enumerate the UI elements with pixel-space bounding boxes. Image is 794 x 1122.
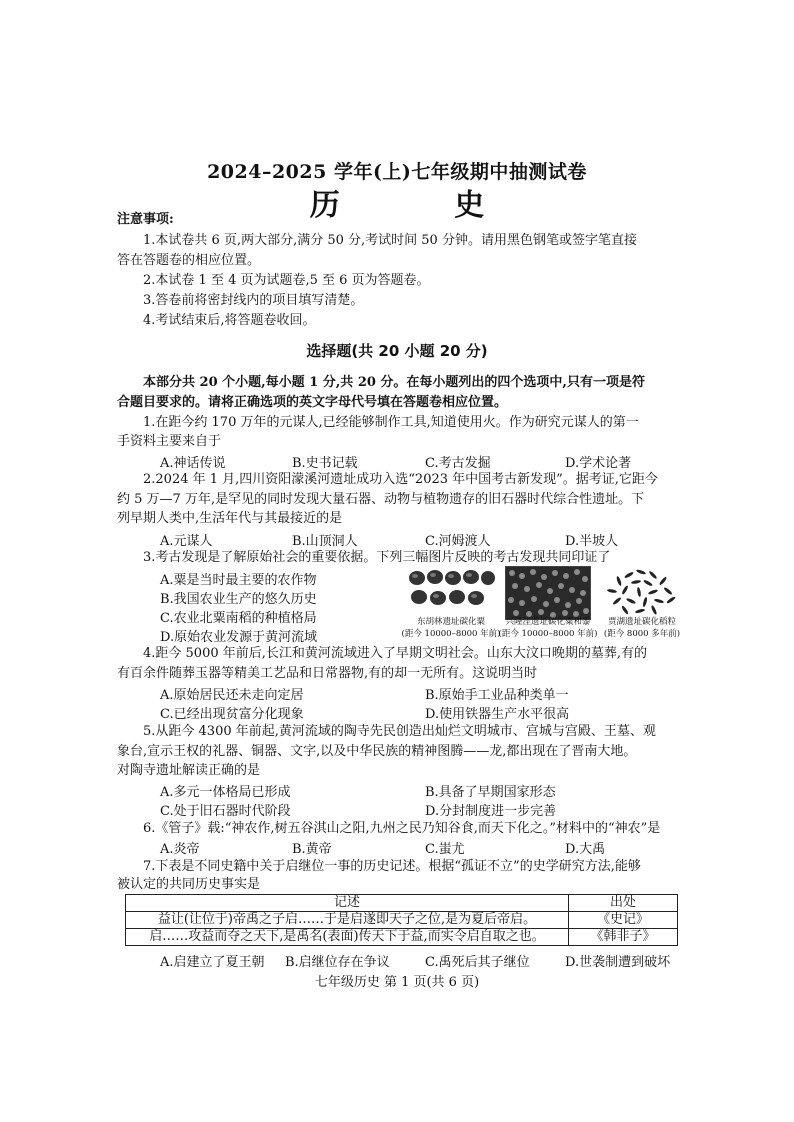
q4-option-c: C.已经出现贫富分化现象 <box>160 707 304 722</box>
q5-stem: 对陶寺遗址解读正确的是 <box>117 763 261 778</box>
q2-option-b: B.山顶洞人 <box>292 534 358 549</box>
q5-option-a: A.多元一体格局已形成 <box>160 785 291 800</box>
page-footer: 七年级历史 第 1 页(共 6 页) <box>314 975 480 990</box>
q7-option-d: D.世袭制遭到破坏 <box>565 955 671 970</box>
notice-line: 1.本试卷共 6 页,两大部分,满分 50 分,考试时间 50 分钟。请用黑色钢笔或签字笔直接 <box>143 233 637 248</box>
q5-option-c: C.处于旧石器时代阶段 <box>160 804 291 819</box>
image-caption: (距今 8000 多年前) <box>603 629 681 639</box>
table-header-cell: 出处 <box>569 895 678 912</box>
q4-option-b: B.原始手工业品种类单一 <box>425 688 569 703</box>
image-caption: 东胡林遗址碳化粟 <box>416 617 485 627</box>
notice-line: 答在答题卷的相应位置。 <box>117 253 261 268</box>
q7-option-a: A.启建立了夏王朝 <box>160 955 265 970</box>
q4-option-a: A.原始居民还未走向定居 <box>160 688 304 703</box>
q7-stem: 7.下表是不同史籍中关于启继位一事的历史记述。根据“孤证不立”的史学研究方法,能够 <box>143 859 641 874</box>
image-caption: 贾湖遗址碳化稻粒 <box>607 617 676 627</box>
q5-stem: 5.从距今 4300 年前起,黄河流域的陶寺先民创造出灿烂文明城市、宫城与宫殿、王墓、观 <box>143 724 656 739</box>
q7-option-b: B.启继位存在争议 <box>285 955 390 970</box>
q6-option-c: C.蚩尤 <box>425 842 465 857</box>
q2-option-d: D.半坡人 <box>565 534 619 549</box>
q2-option-a: A.元谋人 <box>160 534 213 549</box>
q2-option-c: C.河姆渡人 <box>425 534 491 549</box>
image-caption: (距今 10000–8000 年前) <box>401 629 501 639</box>
q4-stem: 4.距今 5000 年前后,长江和黄河流域进入了早期文明社会。山东大汶口晚期的墓葬,有的 <box>143 646 648 661</box>
q4-option-d: D.使用铁器生产水平很高 <box>425 707 570 722</box>
table-cell: 启……攻益而夺之天下,是禹名(表面)传天下于益,而实令启自取之也。 <box>126 929 569 946</box>
table-header-row <box>126 895 678 912</box>
image-caption: (距今 10000–8000 年前) <box>498 629 598 639</box>
section-instruction: 本部分共 20 个小题,每小题 1 分,共 20 分。在每小题列出的四个选项中,只有一项是符 <box>143 375 645 390</box>
q6-option-b: B.黄帝 <box>292 842 332 857</box>
q6-stem: 6.《管子》载:“神农作,树五谷淇山之阳,九州之民乃知谷食,而天下化之。”材料中的“神农”是 <box>143 821 661 836</box>
q7-stem: 被认定的共同历史事实是 <box>117 877 261 892</box>
q3-option-a: A.粟是当时最主要的农作物 <box>160 573 317 588</box>
q2-stem: 2.2024 年 1 月,四川资阳濛溪河遗址成功入选“2023 年中国考古新发现”。据考证,它距今 <box>143 472 658 487</box>
q2-stem: 约 5 万—7 万年,是罕见的同时发现大量石器、动物与植物遗存的旧石器时代综合性遗址。下 <box>117 492 645 507</box>
section-instruction: 合题目要求的。请将正确选项的英文字母代号填在答题卷相应位置。 <box>117 395 508 410</box>
table-cell: 《韩非子》 <box>569 929 678 946</box>
q3-option-d: D.原始农业发源于黄河流域 <box>160 630 318 645</box>
q7-source-table <box>125 894 678 946</box>
q2-stem: 列早期人类中,生活年代与其最接近的是 <box>117 511 343 526</box>
section-title: 选择题(共 20 小题 20 分) <box>306 342 488 360</box>
q3-stem: 3.考古发现是了解原始社会的重要依据。下列三幅图片反映的考古发现共同印证了 <box>143 550 611 565</box>
carbonized-millet-and-broomcorn-image <box>505 566 591 620</box>
table-row <box>126 929 678 946</box>
notice-heading: 注意事项: <box>117 212 174 227</box>
q1-stem: 1.在距今约 170 万年的元谋人,已经能够制作工具,知道使用火。作为研究元谋人的第一 <box>143 415 639 430</box>
q1-option-c: C.考古发掘 <box>425 456 491 471</box>
notice-line: 2.本试卷 1 至 4 页为试题卷,5 至 6 页为答题卷。 <box>143 273 430 288</box>
notice-line: 4.考试结束后,将答题卷收回。 <box>143 313 316 328</box>
q1-option-b: B.史书记载 <box>292 456 358 471</box>
q5-option-d: D.分封制度进一步完善 <box>425 804 557 819</box>
q1-option-a: A.神话传说 <box>160 456 226 471</box>
q3-option-c: C.农业北粟南稻的种植格局 <box>160 611 317 626</box>
q3-option-b: B.我国农业生产的悠久历史 <box>160 592 317 607</box>
table-row <box>126 912 678 929</box>
table-header-cell: 记述 <box>126 895 569 912</box>
table-cell: 益让(让位于)帝禹之子启……于是启遂即天子之位,是为夏后帝启。 <box>126 912 569 929</box>
q5-stem: 象台,宣示王权的礼器、铜器、文字,以及中华民族的精神图腾——龙,都出现在了晋南大地。 <box>117 744 637 759</box>
q7-option-c: C.禹死后其子继位 <box>425 955 530 970</box>
q5-option-b: B.具备了早期国家形态 <box>425 785 556 800</box>
image-caption: 兴隆洼遗址碳化粟和黍 <box>505 617 591 627</box>
carbonized-rice-grains-image <box>603 566 679 618</box>
q1-stem: 手资料主要来自于 <box>117 434 222 449</box>
q6-option-a: A.炎帝 <box>160 842 200 857</box>
q1-option-d: D.学术论著 <box>565 456 632 471</box>
subject-title: 历 史 <box>309 188 537 223</box>
q4-stem: 有百余件随葬玉器等精美工艺品和日常器物,有的却一无所有。这说明当时 <box>117 666 538 681</box>
notice-line: 3.答卷前将密封线内的项目填写清楚。 <box>143 293 364 308</box>
exam-title: 2024–2025 学年(上)七年级期中抽测试卷 <box>207 161 587 183</box>
q6-option-d: D.大禹 <box>565 842 606 857</box>
table-cell: 《史记》 <box>569 912 678 929</box>
carbonized-millet-image <box>405 568 497 610</box>
